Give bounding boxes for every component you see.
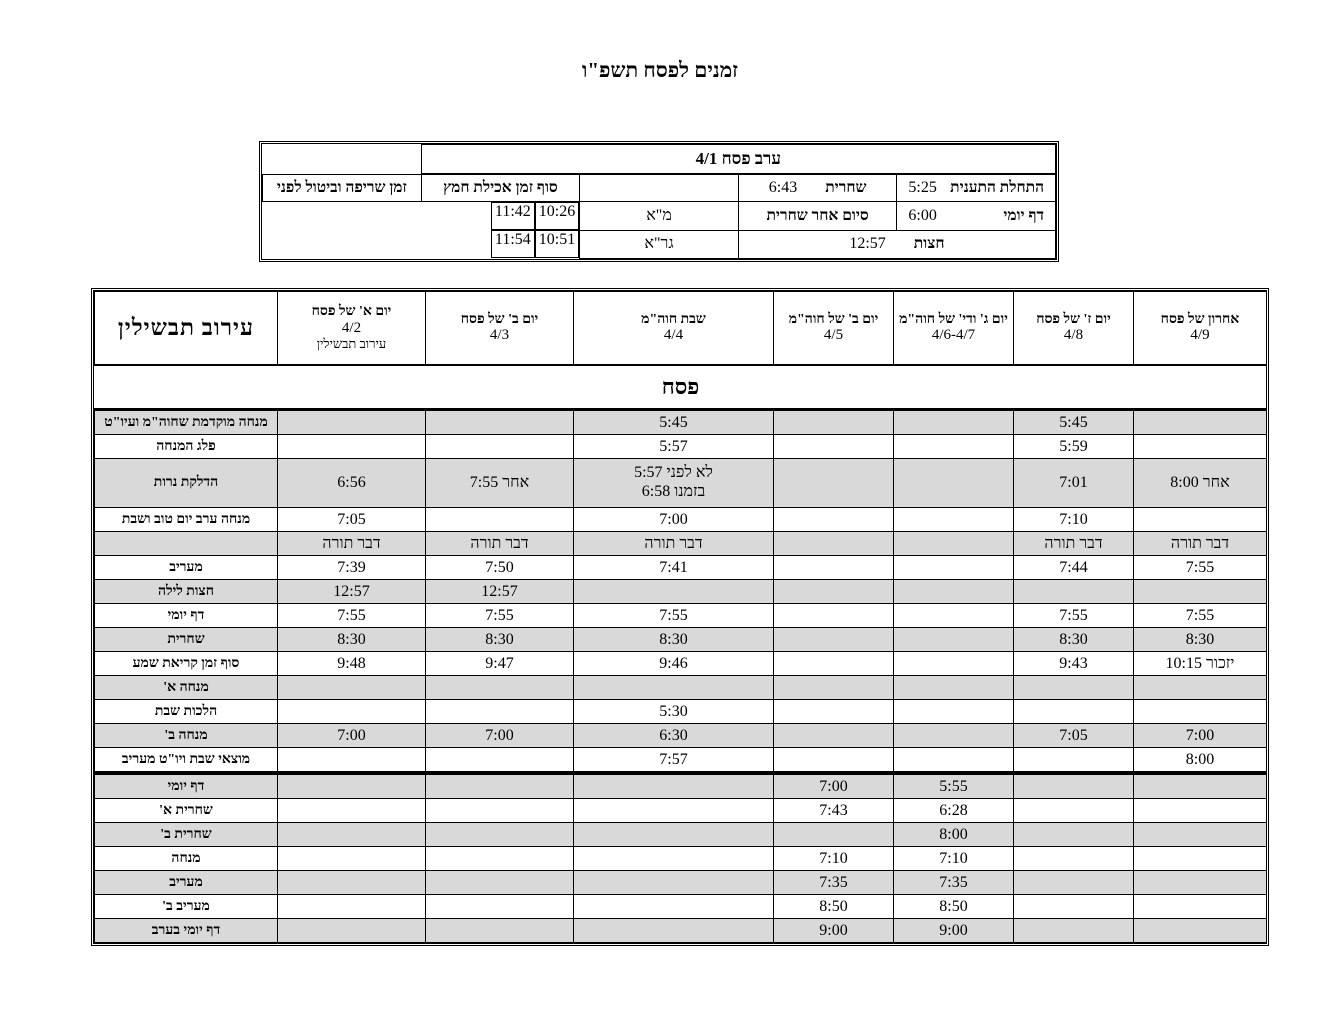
pesach-col-header-3	[774, 292, 894, 366]
table-cell	[278, 773, 426, 799]
table-cell	[426, 895, 574, 919]
table-cell: 8:50	[774, 895, 894, 919]
erev-mid-entry-0-label: שחרית	[825, 179, 867, 197]
table-cell: 7:00	[278, 724, 426, 748]
row-label: שחרית א'	[95, 799, 278, 823]
pesach-col-header-5-name: יום ב' של פסח	[460, 311, 539, 327]
pesach-banner-row	[95, 365, 1267, 410]
pesach-col-header-2	[894, 292, 1014, 366]
table-cell	[426, 508, 574, 532]
table-cell: 8:30	[574, 628, 774, 652]
pesach-col-header-3-name: יום ב' של חוה"מ	[788, 311, 879, 327]
table-cell	[774, 459, 894, 508]
pesach-col-header-0-date: 4/9	[1190, 327, 1210, 344]
pesach-col-header-4	[574, 292, 774, 366]
table-cell	[774, 700, 894, 724]
table-cell	[574, 895, 774, 919]
table-cell	[774, 604, 894, 628]
table-cell: 5:55	[894, 773, 1014, 799]
table-cell: 9:46	[574, 652, 774, 676]
pesach-col-header-1-name: יום ז' של פסח	[1036, 311, 1111, 327]
table-cell	[894, 435, 1014, 459]
table-cell	[574, 919, 774, 943]
table-cell: 8:30	[1014, 628, 1134, 652]
pesach-col-header-5-date: 4/3	[489, 327, 510, 344]
table-cell: 7:39	[278, 556, 426, 580]
table-cell: 7:55	[1134, 556, 1267, 580]
table-cell: 7:50	[426, 556, 574, 580]
table-cell: 7:43	[774, 799, 894, 823]
table-cell	[1014, 823, 1134, 847]
erev-chatzot-cell	[738, 230, 1055, 258]
table-cell	[574, 580, 774, 604]
table-cell	[426, 676, 574, 700]
pesach-col-header-6-date: 4/2	[341, 320, 362, 337]
pesach-col-header-1	[1014, 292, 1134, 366]
table-cell	[774, 410, 894, 435]
table-cell	[894, 580, 1014, 604]
table-cell	[426, 410, 574, 435]
table-cell	[1134, 919, 1267, 943]
erev-row-0-opinion: מ"א	[580, 202, 739, 231]
table-cell	[278, 919, 426, 943]
table-cell	[1134, 773, 1267, 799]
table-row	[95, 676, 1267, 700]
table-row	[95, 919, 1267, 943]
pesach-col-header-6-sub: עירוב תבשילין	[316, 335, 387, 351]
table-cell: 7:05	[1014, 724, 1134, 748]
table-cell	[574, 799, 774, 823]
pesach-col-header-4-date: 4/4	[663, 327, 684, 344]
table-cell: 5:57	[574, 435, 774, 459]
row-label: מנחה מוקדמת שחוה"מ ועיו"ט	[95, 410, 278, 435]
erev-opinion-header	[580, 174, 739, 202]
table-row	[95, 459, 1267, 508]
table-cell	[574, 847, 774, 871]
table-cell	[574, 871, 774, 895]
erev-table-title-row	[263, 145, 1056, 175]
table-cell	[1014, 871, 1134, 895]
table-cell	[774, 748, 894, 774]
pesach-col-header-6-name: יום א' של פסח	[311, 304, 392, 320]
erev-burn-header: זמן שריפה וביטול לפני	[263, 174, 422, 202]
table-cell: 7:10	[1014, 508, 1134, 532]
table-cell	[774, 580, 894, 604]
table-cell	[426, 799, 574, 823]
table-row	[95, 799, 1267, 823]
table-cell	[426, 919, 574, 943]
table-cell	[894, 508, 1014, 532]
table-row	[95, 532, 1267, 556]
table-cell	[894, 532, 1014, 556]
table-cell	[1014, 580, 1134, 604]
erev-row-1-burn: 11:54	[491, 230, 535, 258]
table-cell	[774, 628, 894, 652]
table-row	[95, 823, 1267, 847]
row-label	[95, 532, 278, 556]
table-cell	[278, 700, 426, 724]
table-cell	[1134, 799, 1267, 823]
table-cell: 12:57	[426, 580, 574, 604]
pesach-col-header-1-date: 4/8	[1063, 327, 1084, 344]
table-cell: 7:10	[894, 847, 1014, 871]
table-cell	[1134, 676, 1267, 700]
erev-right-entry-1-value: 6:00	[908, 206, 937, 224]
table-cell: 7:00	[774, 773, 894, 799]
table-cell	[426, 871, 574, 895]
table-cell	[278, 799, 426, 823]
table-cell	[894, 748, 1014, 774]
table-cell: דבר תורה	[574, 532, 774, 556]
table-cell	[426, 847, 574, 871]
table-cell	[894, 410, 1014, 435]
erev-eat-header: סוף זמן אכילת חמץ	[421, 174, 580, 202]
table-row	[95, 895, 1267, 919]
table-cell	[774, 435, 894, 459]
table-cell	[1014, 847, 1134, 871]
table-cell: 7:35	[774, 871, 894, 895]
erev-row-0-burn: 11:42	[491, 202, 535, 230]
erev-row-1-opinion: גר"א	[580, 230, 739, 258]
row-label: מעריב	[95, 871, 278, 895]
row-label: הדלקת נרות	[95, 459, 278, 508]
erev-table-title: ערב פסח 4/1	[421, 145, 1055, 175]
pesach-col-header-6	[278, 292, 426, 366]
row-label: דף יומי	[95, 773, 278, 799]
table-row	[95, 652, 1267, 676]
table-cell: 9:00	[774, 919, 894, 943]
row-label: מעריב ב'	[95, 895, 278, 919]
table-cell: 7:05	[278, 508, 426, 532]
table-cell	[1014, 919, 1134, 943]
table-cell	[894, 652, 1014, 676]
row-label: מוצאי שבת ויו"ט מעריב	[95, 748, 278, 774]
table-cell	[278, 676, 426, 700]
table-cell: 8:00	[1134, 748, 1267, 774]
table-cell: 5:30	[574, 700, 774, 724]
table-cell	[1014, 799, 1134, 823]
erev-right-entry-1	[897, 202, 1056, 231]
table-cell	[574, 823, 774, 847]
table-cell: 7:55	[1134, 604, 1267, 628]
erev-row-1-eat: 10:51	[535, 230, 579, 258]
pesach-table-container	[91, 288, 1269, 946]
table-cell	[278, 410, 426, 435]
table-cell: 7:55	[1014, 604, 1134, 628]
table-cell	[278, 435, 426, 459]
table-row	[95, 628, 1267, 652]
table-row	[95, 724, 1267, 748]
erev-table-row-ma	[263, 202, 1056, 231]
row-label: מנחה	[95, 847, 278, 871]
table-cell: דבר תורה	[278, 532, 426, 556]
table-cell	[1134, 410, 1267, 435]
table-cell	[574, 773, 774, 799]
table-cell: 9:47	[426, 652, 574, 676]
table-cell: יזכור 10:15	[1134, 652, 1267, 676]
table-cell	[774, 532, 894, 556]
row-label: מעריב	[95, 556, 278, 580]
pesach-header-row	[95, 292, 1267, 366]
row-label: סוף זמן קריאת שמע	[95, 652, 278, 676]
page-title: זמנים לפסח תשפ"ו	[582, 58, 738, 82]
table-row	[95, 847, 1267, 871]
table-cell	[278, 748, 426, 774]
table-cell	[894, 676, 1014, 700]
table-cell	[1014, 748, 1134, 774]
table-cell: 9:00	[894, 919, 1014, 943]
table-cell: דבר תורה	[1014, 532, 1134, 556]
table-cell	[1014, 700, 1134, 724]
table-cell	[1134, 871, 1267, 895]
erev-chatzot-label: חצות	[913, 235, 945, 253]
row-label: הלכות שבת	[95, 700, 278, 724]
table-row	[95, 773, 1267, 799]
erev-pesach-table-container	[259, 141, 1059, 262]
table-cell: 5:45	[574, 410, 774, 435]
table-cell	[894, 459, 1014, 508]
table-cell	[426, 700, 574, 724]
row-label: שחרית ב'	[95, 823, 278, 847]
table-cell	[426, 748, 574, 774]
table-row	[95, 556, 1267, 580]
table-cell: 8:30	[278, 628, 426, 652]
table-cell	[278, 895, 426, 919]
pesach-table	[94, 291, 1267, 943]
table-cell: 9:48	[278, 652, 426, 676]
table-cell	[774, 676, 894, 700]
table-cell: 8:30	[1134, 628, 1267, 652]
row-label: דף יומי בערב	[95, 919, 278, 943]
pesach-col-header-0-name: אחרון של פסח	[1160, 311, 1240, 327]
table-cell	[574, 676, 774, 700]
table-cell	[894, 700, 1014, 724]
table-row	[95, 871, 1267, 895]
table-cell: 5:59	[1014, 435, 1134, 459]
table-cell	[1134, 700, 1267, 724]
table-cell	[278, 871, 426, 895]
table-row	[95, 748, 1267, 774]
table-cell	[774, 823, 894, 847]
table-cell: 7:55	[278, 604, 426, 628]
table-cell: 7:01	[1014, 459, 1134, 508]
pesach-col-header-5	[426, 292, 574, 366]
pesach-col-header-3-date: 4/5	[823, 327, 844, 344]
table-row	[95, 700, 1267, 724]
row-label: חצות לילה	[95, 580, 278, 604]
table-cell: 7:55	[574, 604, 774, 628]
table-row	[95, 508, 1267, 532]
erev-chatzot-value: 12:57	[849, 235, 886, 253]
table-cell: 6:28	[894, 799, 1014, 823]
table-cell: דבר תורה	[1134, 532, 1267, 556]
erev-right-entry-0-value: 5:25	[908, 179, 937, 197]
table-cell: 6:56	[278, 459, 426, 508]
erev-right-entry-1-label: דף יומי	[1003, 207, 1044, 225]
table-cell	[774, 724, 894, 748]
pesach-col-header-2-name: יום ג' ודי' של חוה"מ	[899, 311, 1008, 327]
erev-table-row-gra	[263, 230, 1056, 258]
erev-mid-entry-1-label: סיום אחר שחרית	[738, 202, 897, 231]
table-row	[95, 604, 1267, 628]
table-cell	[1014, 773, 1134, 799]
table-cell: 5:45	[1014, 410, 1134, 435]
table-cell: 9:43	[1014, 652, 1134, 676]
table-cell	[1134, 508, 1267, 532]
table-cell	[774, 652, 894, 676]
table-cell	[774, 508, 894, 532]
row-label: מנחה ערב יום טוב ושבת	[95, 508, 278, 532]
table-row	[95, 580, 1267, 604]
table-cell: 7:55	[426, 604, 574, 628]
table-cell	[894, 628, 1014, 652]
erev-mid-entry-0-value: 6:43	[768, 179, 798, 197]
table-cell: דבר תורה	[426, 532, 574, 556]
table-cell	[1134, 823, 1267, 847]
table-cell	[1134, 847, 1267, 871]
table-cell: 12:57	[278, 580, 426, 604]
pesach-col-header-4-name: שבת חוה"מ	[641, 311, 706, 327]
table-cell: לא לפני 5:57 בזמנו 6:58	[574, 459, 774, 508]
table-cell: 7:44	[1014, 556, 1134, 580]
pesach-corner-label: עירוב תבשילין	[95, 292, 278, 366]
erev-right-entry-0	[897, 174, 1056, 202]
pesach-col-header-0	[1134, 292, 1267, 366]
table-cell	[1014, 895, 1134, 919]
table-cell	[894, 556, 1014, 580]
table-cell: אחר 7:55	[426, 459, 574, 508]
pesach-col-header-2-date: 4/6-4/7	[931, 327, 976, 344]
table-cell	[278, 847, 426, 871]
table-cell: 6:30	[574, 724, 774, 748]
table-cell: 7:00	[1134, 724, 1267, 748]
row-label: מנחה א'	[95, 676, 278, 700]
erev-row-0-eat: 10:26	[535, 202, 579, 230]
row-label: דף יומי	[95, 604, 278, 628]
table-cell: 7:00	[426, 724, 574, 748]
row-label: מנחה ב'	[95, 724, 278, 748]
erev-pesach-table	[262, 144, 1056, 259]
table-cell: 7:57	[574, 748, 774, 774]
table-cell: 7:41	[574, 556, 774, 580]
row-label: פלג המנחה	[95, 435, 278, 459]
table-row	[95, 435, 1267, 459]
table-cell	[426, 823, 574, 847]
pesach-table-body	[95, 410, 1267, 943]
table-cell	[1134, 895, 1267, 919]
table-cell	[426, 435, 574, 459]
table-cell	[1134, 580, 1267, 604]
table-cell: 7:35	[894, 871, 1014, 895]
table-cell: 8:50	[894, 895, 1014, 919]
erev-table-row-header	[263, 174, 1056, 202]
table-row	[95, 410, 1267, 435]
table-cell: 8:00	[894, 823, 1014, 847]
pesach-banner: פסח	[95, 365, 1267, 410]
table-cell: 7:00	[574, 508, 774, 532]
table-cell: אחר 8:00	[1134, 459, 1267, 508]
table-cell	[894, 724, 1014, 748]
row-label: שחרית	[95, 628, 278, 652]
table-cell: 7:10	[774, 847, 894, 871]
table-cell	[1014, 676, 1134, 700]
table-cell	[278, 823, 426, 847]
table-cell	[894, 604, 1014, 628]
erev-mid-entry-0	[738, 174, 897, 202]
table-cell	[1134, 435, 1267, 459]
erev-right-entry-0-label: התחלת התענית	[950, 179, 1044, 197]
table-cell: 8:30	[426, 628, 574, 652]
table-cell	[774, 556, 894, 580]
table-cell	[426, 773, 574, 799]
